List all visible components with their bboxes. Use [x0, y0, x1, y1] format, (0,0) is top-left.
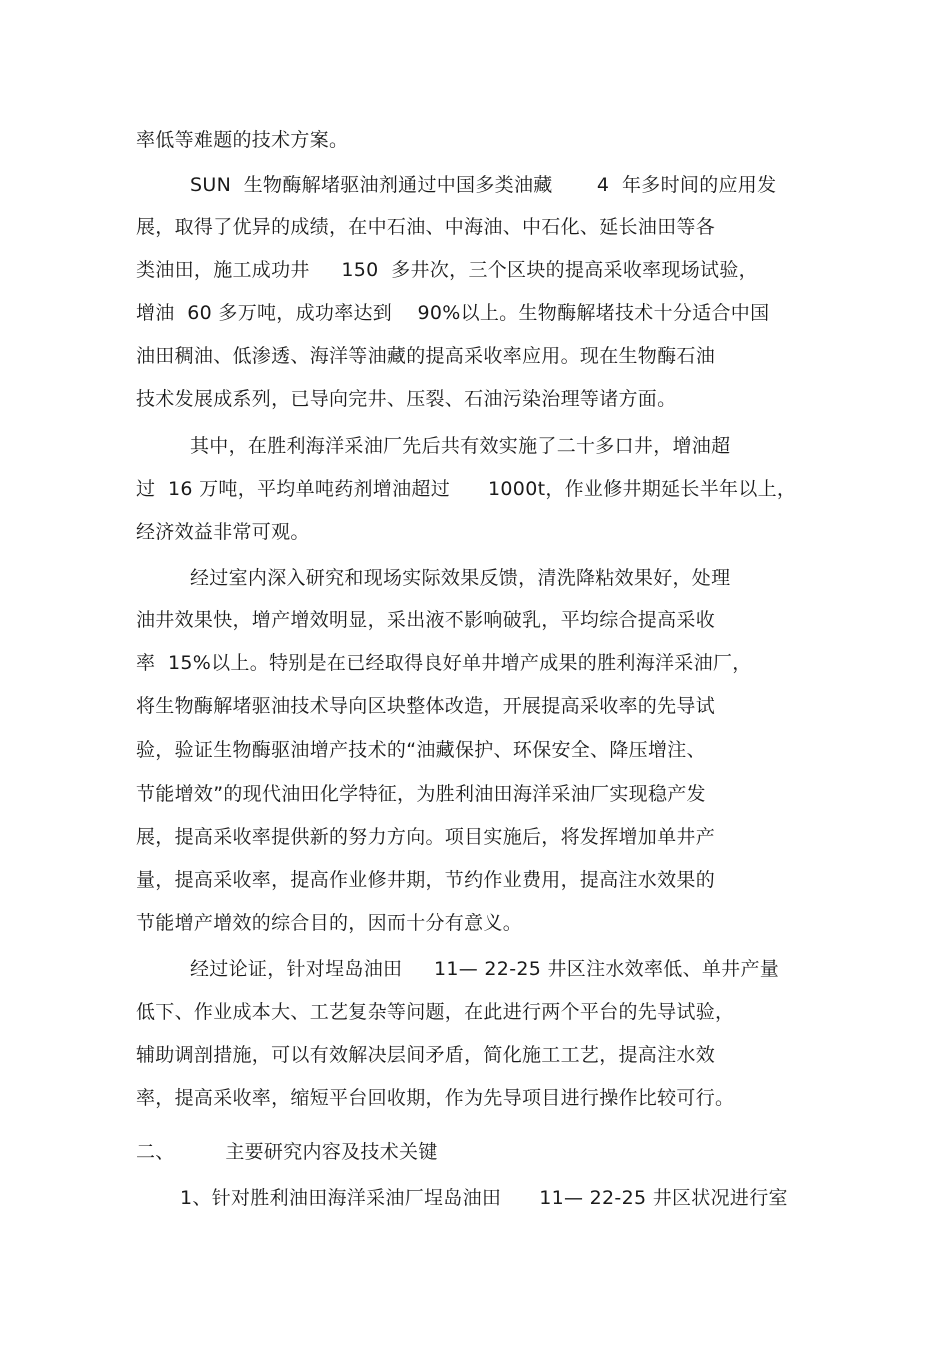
text-line: 展，取得了优异的成绩，在中石油、中海油、中石化、延长油田等各	[136, 216, 716, 238]
text-line: 其中，在胜利海洋采油厂先后共有效实施了二十多口井，增油超	[190, 435, 731, 457]
text-line: 率 15%以上。特别是在已经取得良好单井增产成果的胜利海洋采油厂，	[136, 652, 752, 674]
text-line: 将生物酶解堵驱油技术导向区块整体改造，开展提高采收率的先导试	[136, 695, 716, 717]
text-line: 增油 60 多万吨，成功率达到 90%以上。生物酶解堵技术十分适合中国	[136, 302, 770, 324]
text-line: 节能增效”的现代油田化学特征，为胜利油田海洋采油厂实现稳产发	[136, 783, 706, 805]
text-line: 油田稠油、低渗透、海洋等油藏的提高采收率应用。现在生物酶石油	[136, 345, 716, 367]
text-line: 率，提高采收率，缩短平台回收期，作为先导项目进行操作比较可行。	[136, 1087, 735, 1109]
text-line: 经过论证，针对埕岛油田 11— 22-25 井区注水效率低、单井产量	[190, 958, 780, 980]
section-heading: 二、 主要研究内容及技术关键	[136, 1141, 438, 1163]
text-line: 经济效益非常可观。	[136, 521, 310, 543]
text-line: 节能增产增效的综合目的，因而十分有意义。	[136, 912, 523, 934]
text-line: 过 16 万吨，平均单吨药剂增油超过 1000t，作业修井期延长半年以上，	[136, 478, 797, 500]
text-line: 量，提高采收率，提高作业修井期，节约作业费用，提高注水效果的	[136, 869, 716, 891]
text-line: SUN 生物酶解堵驱油剂通过中国多类油藏 4 年多时间的应用发	[190, 174, 777, 196]
text-line: 1、针对胜利油田海洋采油厂埕岛油田 11— 22-25 井区状况进行室	[180, 1187, 788, 1209]
text-line: 辅助调剖措施，可以有效解决层间矛盾，简化施工工艺，提高注水效	[136, 1044, 716, 1066]
text-line: 油井效果快，增产增效明显，采出液不影响破乳，平均综合提高采收	[136, 609, 716, 631]
text-line: 经过室内深入研究和现场实际效果反馈，清洗降粘效果好，处理	[190, 567, 731, 589]
text-line: 低下、作业成本大、工艺复杂等问题，在此进行两个平台的先导试验，	[136, 1001, 735, 1023]
text-line: 类油田，施工成功井 150 多井次，三个区块的提高采收率现场试验，	[136, 259, 758, 281]
text-line: 技术发展成系列，已导向完井、压裂、石油污染治理等诸方面。	[136, 388, 677, 410]
text-line: 验，验证生物酶驱油增产技术的“油藏保护、环保安全、降压增注、	[136, 739, 706, 761]
text-line: 率低等难题的技术方案。	[136, 129, 349, 151]
text-line: 展，提高采收率提供新的努力方向。项目实施后，将发挥增加单井产	[136, 826, 716, 848]
